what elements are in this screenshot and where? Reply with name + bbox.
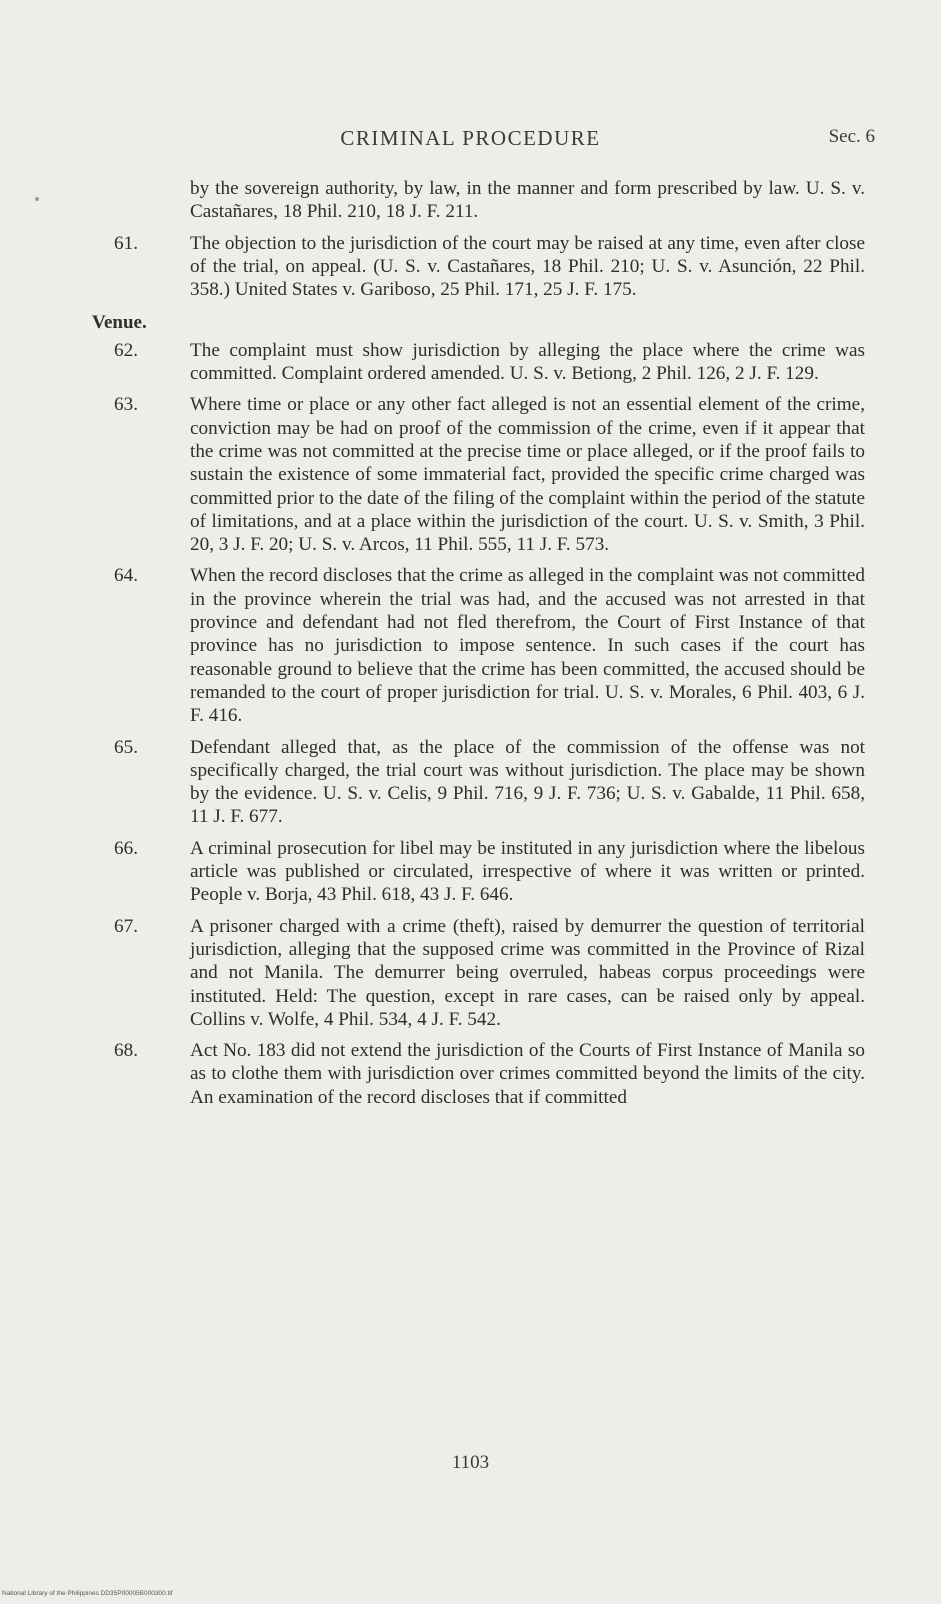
annotation-item <box>92 837 875 907</box>
annotation-number: 65. <box>114 736 138 758</box>
annotation-item <box>92 393 875 556</box>
page-header <box>0 126 941 156</box>
annotation-list-after <box>92 339 875 1109</box>
annotation-text: The complaint must show jurisdiction by alleging the place where the crime was committed. Complaint ordered amended. U. S. v. Betiong, 2 Phil. 126, 2 J. F. 129. <box>190 339 865 385</box>
page-number: 1103 <box>451 1452 490 1473</box>
annotation-number: 64. <box>114 565 138 587</box>
annotation-number: 68. <box>114 1040 138 1062</box>
annotation-text: Act No. 183 did not extend the jurisdiction of the Courts of First Instance of Manila so as to clothe them with jurisdiction over crimes committed beyond the limits of the city. An examination of the record discloses that if committed <box>190 1040 865 1108</box>
annotation-text: The objection to the jurisdiction of the court may be raised at any time, even after close of the trial, on appeal. (U. S. v. Castañares, 18 Phil. 210; U. S. v. Asunción, 22 Phil. 358.) United States v. Gariboso, 25 Phil. 171, 25 J. F. 175. <box>190 232 865 301</box>
annotation-item <box>92 915 875 1031</box>
annotation-text: A criminal prosecution for libel may be instituted in any jurisdiction where the libelous article was published or circulated, irrespective of where it was written or printed. People v. Borja, 43 Phil. 618, 43 J. F. 646. <box>190 837 865 906</box>
section-reference: Sec. 6 <box>828 126 875 147</box>
annotation-text: Where time or place or any other fact alleged is not an essential element of the crime, conviction may be had on proof of the commission of the crime, even if it appear that the crime was not committed at the precise time or place alleged, or if the proof fails to sustain the existence of some immaterial fact, provided the specific crime charged was committed prior to the date of the filing of the complaint within the period of the statute of limitations, and at a place within the jurisdiction of the court. U. S. v. Smith, 3 Phil. 20, 3 J. F. 20; U. S. v. Arcos, 11 Phil. 555, 11 J. F. 573. <box>190 394 865 556</box>
annotation-number: 67. <box>114 915 138 937</box>
annotation-item <box>92 736 875 829</box>
annotation-number: 61. <box>114 232 138 254</box>
annotation-text: When the record discloses that the crime as alleged in the complaint was not committed in the province wherein the trial was had, and the accused was not arrested in that province and defendant had not fled therefrom, the Court of First Instance of that province has no jurisdiction to impose sentence. In such cases if the court has reasonable ground to believe that the crime has been committed, the accused should be remanded to the court of proper jurisdiction for trial. U. S. v. Morales, 6 Phil. 403, 6 J. F. 416. <box>190 565 865 727</box>
continued-paragraph: by the sovereign authority, by law, in the manner and form prescribed by law. U. S. v. Castañares, 18 Phil. 210, 18 J. F. 211. <box>190 178 865 223</box>
annotation-list-before <box>92 232 875 302</box>
annotation-text: A prisoner charged with a crime (theft), raised by demurrer the question of territorial jurisdiction, alleging that the supposed crime was committed in the Province of Rizal and not Manila. The demurrer being overruled, habeas corpus proceedings were instituted. Held: The question, except in rare cases, can be raised only by appeal. Collins v. Wolfe, 4 Phil. 534, 4 J. F. 542. <box>190 915 865 1030</box>
annotation-number: 66. <box>114 837 138 859</box>
page-body <box>92 177 875 1117</box>
running-title: CRIMINAL PROCEDURE <box>340 126 601 150</box>
scan-credit: National Library of the Philippines DD35P00005B000300.tif <box>2 1590 173 1597</box>
annotation-item <box>92 564 875 727</box>
annotation-number: 63. <box>114 394 138 416</box>
section-subheading: Venue. <box>92 312 147 334</box>
annotation-item <box>92 232 875 302</box>
annotation-item <box>92 339 875 386</box>
annotation-item <box>92 1039 875 1109</box>
annotation-number: 62. <box>114 339 138 361</box>
annotation-text: Defendant alleged that, as the place of the commission of the offense was not specifically charged, the trial court was without jurisdiction. The place may be shown by the evidence. U. S. v. Celis, 9 Phil. 716, 9 J. F. 736; U. S. v. Gabalde, 11 Phil. 658, 11 J. F. 677. <box>190 736 865 828</box>
scan-speck <box>35 197 39 201</box>
